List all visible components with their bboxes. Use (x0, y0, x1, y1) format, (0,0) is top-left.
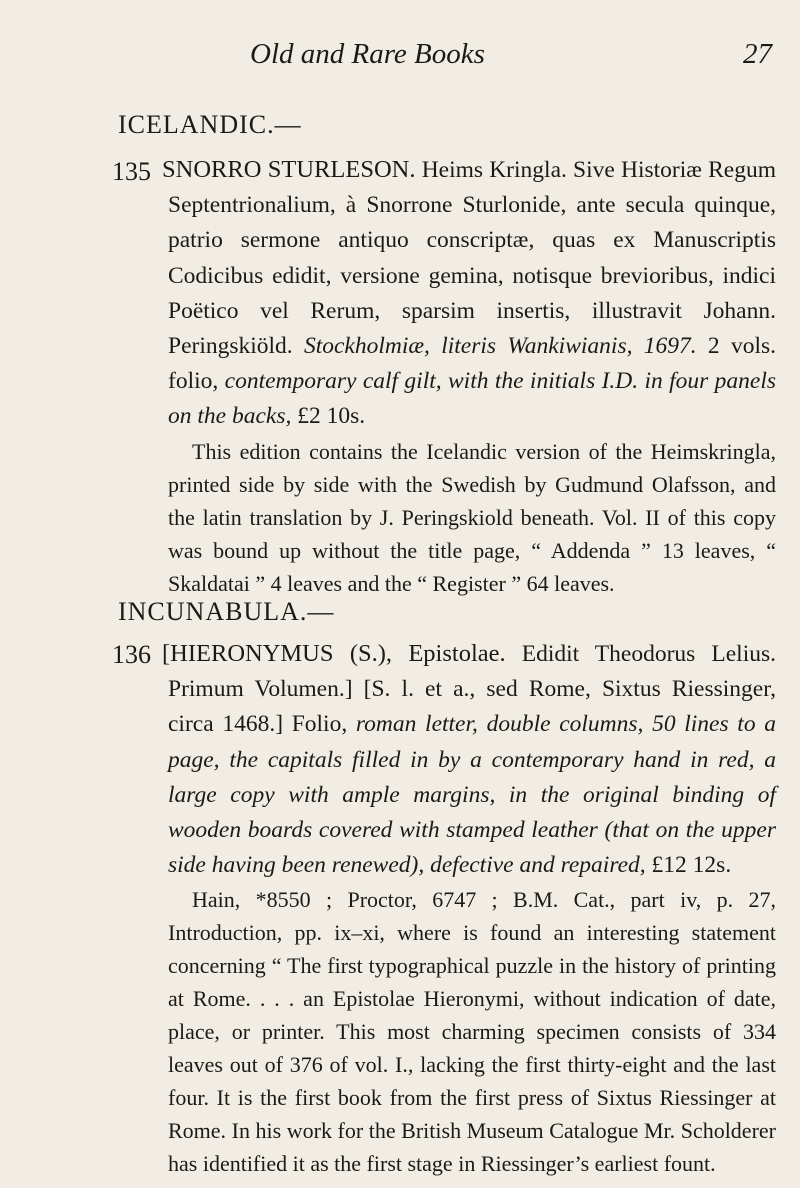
entry-binding: contemporary calf gilt, with the initials I.D. in four panels on the backs, (168, 368, 777, 430)
section-heading-icelandic: ICELANDIC.— (118, 110, 302, 139)
entry-price: £2 10s. (297, 403, 366, 430)
entry-author: [HIERONYMUS (S.), Epistolae. (162, 640, 506, 667)
entry-note: Hain, *8550 ; Proctor, 6747 ; B.M. Cat., part iv, p. 27, Introduction, pp. ix–xi, where is found an interesting statement concerning “ The first typographical puzzle in the history of printing at Rome. . . . an Epistolae Hieronymi, without indication of date, place, or printer. This most charming specimen consists of 334 leaves out of 376 of vol. I., lacking the first thirty-eight and the last four. It is the first book from the first press of Sixtus Riessinger at Rome. In his work for the British Museum Catalogue Mr. Scholderer has identified it as the first stage in Riessinger’s earliest fount. (168, 887, 776, 1177)
running-header (250, 38, 780, 71)
header-title: Old and Rare Books (250, 38, 485, 70)
entry-imprint: Stockholmiæ, literis Wankiwianis, 1697. (303, 333, 697, 360)
entry-binding: roman letter, double columns, 50 lines to a page, the capitals filled in by a contemporary hand in red, a large copy with ample margins, in the original binding of wooden boards covered with stamped leather (that on the upper side having been renewed), defective and repaired, (168, 711, 776, 879)
entry-author: SNORRO STURLESON. (162, 156, 416, 183)
entry-description: Folio, (291, 711, 348, 738)
entry-price: £12 12s. (651, 852, 732, 879)
entry-136 (162, 636, 776, 1180)
entry-title: Heims Kringla. Sive Historiæ Regum Septentrionalium, à Snorrone Sturlonide, ante secula quinque, patrio sermone antiquo conscriptæ, quas ex Manuscriptis Codicibus edidit, versione gemina, notisque brevioribus, indici Poëtico vel Rerum, sparsim insertis, illustravit Johann. Peringskiöld. (168, 157, 776, 360)
lot-number-135: 135 (112, 157, 151, 186)
entry-imprint: [S. l. et a., sed Rome, Sixtus Riessinger, circa 1468.] (168, 676, 776, 738)
lot-number-136: 136 (112, 640, 151, 669)
entry-title: Edidit Theodorus Lelius. Primum Volumen.] (168, 641, 776, 703)
entry-description: 2 vols. folio, (168, 333, 776, 395)
page-number: 27 (743, 38, 772, 70)
entry-135 (162, 152, 777, 600)
section-heading-incunabula: INCUNABULA.— (118, 597, 335, 626)
entry-note: This edition contains the Icelandic version of the Heimskringla, printed side by side with the Swedish by Gudmund Olafsson, and the latin translation by J. Peringskiold beneath. Vol. II of this copy was bound up without the title page, “ Addenda ” 13 leaves, “ Skaldatai ” 4 leaves and the “ Register ” 64 leaves. (168, 438, 776, 596)
